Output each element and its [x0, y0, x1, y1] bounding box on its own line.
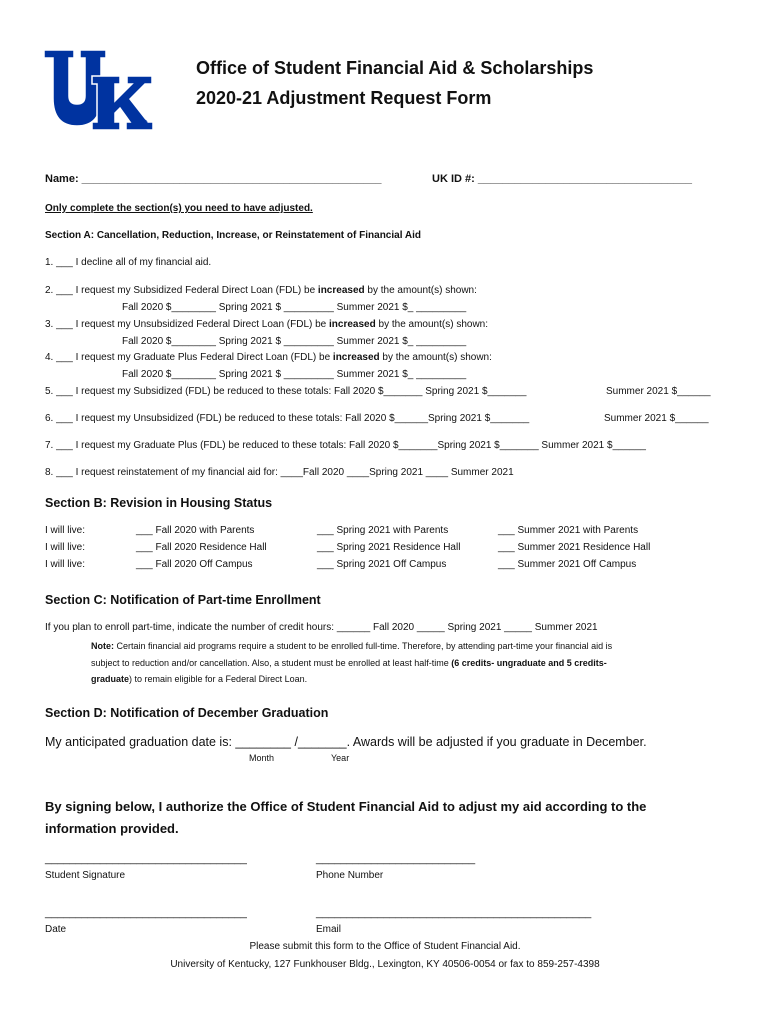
item-2-bold: increased	[317, 285, 365, 296]
housing-row-label: I will live:	[45, 559, 86, 570]
housing-spring-parents[interactable]: ___ Spring 2021 with Parents	[317, 525, 449, 536]
housing-fall-residence[interactable]: ___ Fall 2020 Residence Hall	[136, 542, 267, 553]
item-2-post: by the amount(s) shown:	[364, 285, 477, 296]
section-a-item-6[interactable]: 6. ___ I request my Unsubsidized (FDL) be reduced to these totals: Fall 2020 $______Spring 2021 $_______	[45, 413, 530, 424]
section-c-heading: Section C: Notification of Part-time Enrollment	[45, 593, 321, 607]
note-line-2	[91, 658, 607, 668]
form-title: 2020-21 Adjustment Request Form	[196, 88, 492, 108]
name-field[interactable]: Name: _________________________________________________	[45, 173, 382, 185]
housing-summer-offcampus[interactable]: ___ Summer 2021 Off Campus	[498, 559, 637, 570]
item-3-bold: increased	[329, 319, 376, 330]
date-field[interactable]: _________________________________	[45, 907, 247, 919]
housing-row-label: I will live:	[45, 525, 86, 536]
part-time-credit-line[interactable]: If you plan to enroll part-time, indicate the number of credit hours: ______ Fall 2020 _____ Spring 2021 _____ Summer 2021	[45, 622, 598, 633]
email-label: Email	[316, 924, 342, 935]
date-label: Date	[45, 924, 67, 935]
month-label: Month	[249, 753, 275, 763]
page-title: Office of Student Financial Aid & Scholarships	[196, 58, 594, 78]
section-a-item-4[interactable]	[45, 352, 492, 363]
email-field[interactable]: _____________________________________________	[316, 907, 592, 919]
housing-fall-offcampus[interactable]: ___ Fall 2020 Off Campus	[136, 559, 253, 570]
item-3-post: by the amount(s) shown:	[375, 319, 489, 330]
student-signature-field[interactable]: _________________________________	[45, 853, 247, 865]
note-text: ) to remain eligible for a Federal Direct Loan.	[129, 674, 308, 684]
ukid-field[interactable]: UK ID #: ___________________________________	[432, 173, 692, 185]
item-4-post: by the amount(s) shown:	[379, 352, 492, 363]
item-5-summer[interactable]: Summer 2021 $______	[606, 386, 711, 397]
uk-logo-icon	[40, 46, 155, 130]
housing-fall-parents[interactable]: ___ Fall 2020 with Parents	[136, 525, 255, 536]
housing-spring-residence[interactable]: ___ Spring 2021 Residence Hall	[317, 542, 461, 553]
section-a-item-2[interactable]	[45, 285, 477, 296]
section-b-heading: Section B: Revision in Housing Status	[45, 496, 273, 510]
section-a-item-7[interactable]: 7. ___ I request my Graduate Plus (FDL) be reduced to these totals: Fall 2020 $_______Spring 2021 $_______ Summer 2021 $______	[45, 440, 646, 451]
item-4-bold: increased	[332, 352, 380, 363]
authorization-line-1: By signing below, I authorize the Office of Student Financial Aid to adjust my aid according to the	[45, 799, 647, 814]
uk-logo	[40, 46, 155, 135]
item-4-amounts[interactable]: Fall 2020 $________ Spring 2021 $ _________ Summer 2021 $_ _________	[122, 369, 467, 380]
footer-line-1: Please submit this form to the Office of Student Financial Aid.	[249, 941, 521, 952]
note-text: subject to reduction and/or cancellation. Also, a student must be enrolled at least half-time	[91, 658, 452, 668]
item-3-amounts[interactable]: Fall 2020 $________ Spring 2021 $ _________ Summer 2021 $_ _________	[122, 336, 467, 347]
graduation-date-line[interactable]: My anticipated graduation date is: ________ /_______. Awards will be adjusted if you graduate in December.	[45, 735, 647, 749]
item-3-text: 3. ___ I request my Unsubsidized Federal Direct Loan (FDL) be	[45, 319, 330, 330]
note-text: Certain financial aid programs require a student to be enrolled full-time. Therefore, by attending part-time your financial aid is	[114, 641, 613, 651]
registered-mark: ®	[141, 118, 148, 128]
authorization-line-2: information provided.	[45, 821, 179, 836]
housing-row-label: I will live:	[45, 542, 86, 553]
note-line-3	[91, 674, 307, 684]
section-a-item-3[interactable]	[45, 319, 488, 330]
item-2-amounts[interactable]: Fall 2020 $________ Spring 2021 $ _________ Summer 2021 $_ _________	[122, 302, 467, 313]
phone-number-field[interactable]: __________________________	[316, 853, 476, 865]
phone-number-label: Phone Number	[316, 870, 384, 881]
housing-summer-residence[interactable]: ___ Summer 2021 Residence Hall	[498, 542, 651, 553]
housing-summer-parents[interactable]: ___ Summer 2021 with Parents	[498, 525, 639, 536]
note-label: Note:	[91, 641, 114, 651]
student-signature-label: Student Signature	[45, 870, 126, 881]
housing-spring-offcampus[interactable]: ___ Spring 2021 Off Campus	[317, 559, 447, 570]
section-a-item-5[interactable]: 5. ___ I request my Subsidized (FDL) be reduced to these totals: Fall 2020 $_______ Spring 2021 $_______	[45, 386, 527, 397]
item-4-text: 4. ___ I request my Graduate Plus Federal Direct Loan (FDL) be	[45, 352, 333, 363]
note-bold: (6 credits- ungraduate and 5 credits-	[451, 658, 607, 668]
note-line-1	[91, 641, 612, 651]
instruction-text: Only complete the section(s) you need to have adjusted.	[45, 203, 313, 214]
section-a-heading: Section A: Cancellation, Reduction, Increase, or Reinstatement of Financial Aid	[45, 230, 421, 241]
item-2-text: 2. ___ I request my Subsidized Federal Direct Loan (FDL) be	[45, 285, 318, 296]
item-6-summer[interactable]: Summer 2021 $______	[604, 413, 709, 424]
year-label: Year	[331, 753, 350, 763]
section-a-item-8[interactable]: 8. ___ I request reinstatement of my financial aid for: ____Fall 2020 ____Spring 2021 ____ Summer 2021	[45, 467, 514, 478]
footer-line-2: University of Kentucky, 127 Funkhouser Bldg., Lexington, KY 40506-0054 or fax to 859-257-4398	[170, 959, 600, 970]
note-bold: graduate	[91, 674, 130, 684]
section-a-item-1[interactable]: 1. ___ I decline all of my financial aid.	[45, 257, 212, 268]
section-d-heading: Section D: Notification of December Graduation	[45, 706, 329, 720]
